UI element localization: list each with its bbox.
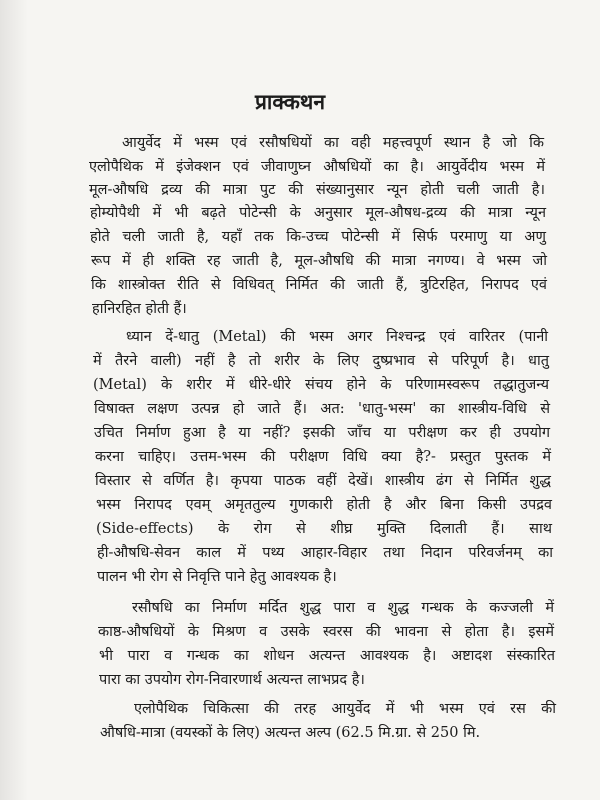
text-line: भी पारा व गन्धक का शोधन अत्यन्त आवश्यक है। अष्टादश संस्कारित xyxy=(99,648,555,664)
text-line: रूप में ही शक्ति रह जाती है, मूल-औषधि की मात्रा नगण्य। वे भस्म जो xyxy=(91,253,547,269)
text-line: (Side-effects) के रोग से शीघ्र मुक्ति दिलाती हैं। साथ xyxy=(96,521,552,537)
text-line: विषाक्त लक्षण उत्पन्न हो जाते हैं। अत: 'धातु-भस्म' का शास्त्रीय-विधि से xyxy=(94,401,550,417)
page-title: प्राक्कथन xyxy=(254,89,326,114)
text-line: एलोपैथिक चिकित्सा की तरह आयुर्वेद में भी भस्म एवं रस की xyxy=(134,701,556,717)
text-line: ही-औषधि-सेवन काल में पथ्य आहार-विहार तथा निदान परिवर्जनम् का xyxy=(97,545,553,561)
text-line: पालन भी रोग से निवृत्ति पाने हेतु आवश्यक है। xyxy=(97,569,337,585)
text-line: ध्यान दें-धातु (Metal) की भस्म अगर निश्चन्द्र एवं वारितर (पानी xyxy=(126,329,548,345)
text-line: भस्म निरापद एवम् अमृततुल्य गुणकारी होती है और बिना किसी उपद्रव xyxy=(96,497,552,513)
text-line: मूल-औषधि द्रव्य की मात्रा पुट की संख्यानुसार न्यून होती चली जाती है। xyxy=(89,182,545,198)
page-edge-shadow xyxy=(0,0,28,800)
text-line: होते चली जाती है, यहाँ तक कि-उच्च पोटेन्सी में सिर्फ परमाणु या अणु xyxy=(90,229,546,245)
text-line: विस्तार से वर्णित है। कृपया पाठक वहीं देखें। शास्त्रीय ढंग से निर्मित शुद्ध xyxy=(95,473,551,489)
text-line: कि शास्त्रोक्त रीति से विधिवत् निर्मित की जाती हैं, त्रुटिरहित, निरापद एवं xyxy=(91,277,547,293)
text-line: पारा का उपयोग रोग-निवारणार्थ अत्यन्त लाभप्रद है। xyxy=(99,672,365,688)
text-line: रसौषधि का निर्माण मर्दित शुद्ध पारा व शुद्ध गन्धक के कज्जली में xyxy=(132,600,554,616)
text-line: एलोपैथिक में इंजेक्शन एवं जीवाणुघ्न औषधियों का है। आयुर्वेदीय भस्म में xyxy=(89,159,545,175)
text-line: में तैरने वाली) नहीं है तो शरीर के लिए दुष्प्रभाव से परिपूर्ण है। धातु xyxy=(93,353,549,369)
text-line: काष्ठ-औषधियों के मिश्रण व उसके स्वरस की भावना से होता है। इसमें xyxy=(98,624,554,640)
text-line: होम्योपैथी में भी बढ़ते पोटेन्सी के अनुसार मूल-औषध-द्रव्य की मात्रा न्यून xyxy=(90,205,546,221)
text-line: हानिरहित होती हैं। xyxy=(92,301,187,317)
text-line: औषधि-मात्रा (वयस्कों के लिए) अत्यन्त अल्प (62.5 मि.ग्रा. से 250 मि. xyxy=(100,725,481,741)
text-line: उचित निर्माण हुआ है या नहीं? इसकी जाँच या परीक्षण कर ही उपयोग xyxy=(94,425,550,441)
text-line: (Metal) के शरीर में धीरे-धीरे संचय होने के परिणामस्वरूप तद्धातुजन्य xyxy=(93,377,549,393)
text-line: आयुर्वेद में भस्म एवं रसौषधियों का वही महत्त्वपूर्ण स्थान है जो कि xyxy=(122,135,544,151)
text-line: करना चाहिए। उत्तम-भस्म की परीक्षण विधि क्या है?- प्रस्तुत पुस्तक में xyxy=(95,449,551,465)
